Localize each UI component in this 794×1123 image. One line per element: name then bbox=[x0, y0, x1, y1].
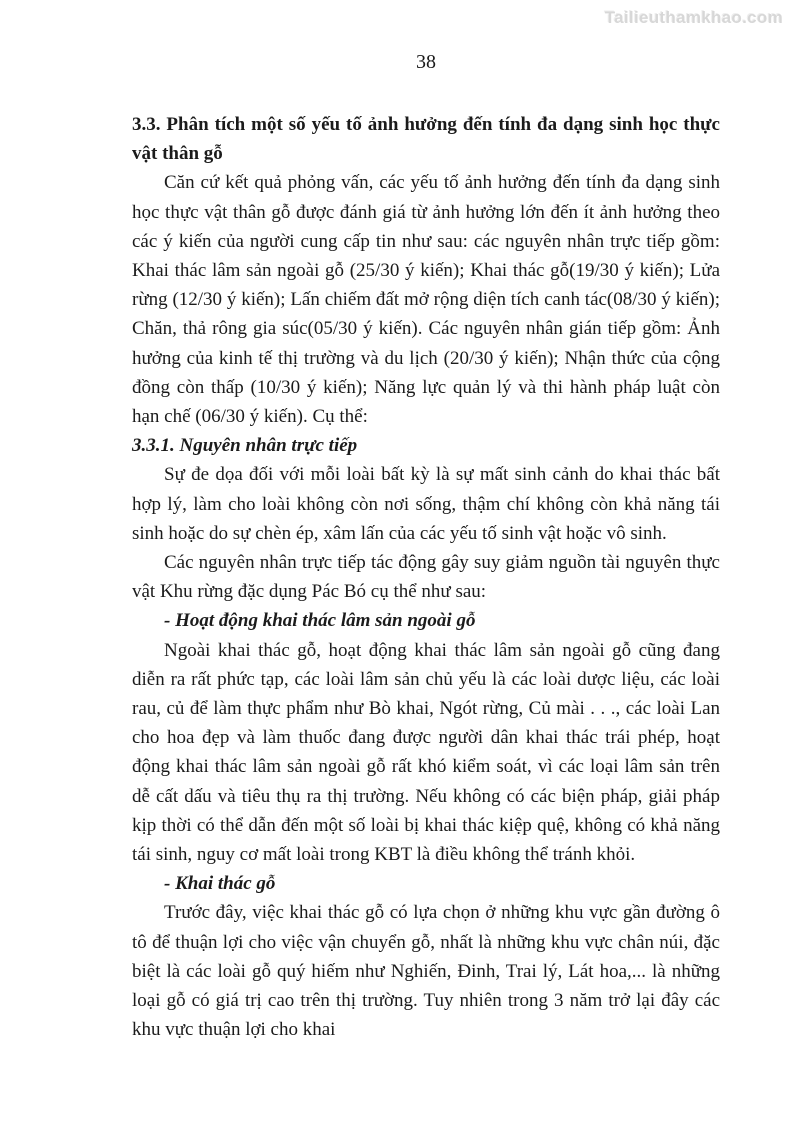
paragraph-direct-causes-intro: Các nguyên nhân trực tiếp tác động gây suy giảm nguồn tài nguyên thực vật Khu rừng đặc dụng Pác Bó cụ thể như sau: bbox=[132, 552, 720, 603]
page-number: 38 bbox=[416, 51, 436, 73]
document-body bbox=[132, 110, 720, 1045]
paragraph-ntfp-exploitation: Ngoài khai thác gỗ, hoạt động khai thác lâm sản ngoài gỗ cũng đang diễn ra rất phức tạp, các loài lâm sản chủ yếu là các loài dược liệu, các loài rau, củ để làm thực phẩm như Bò khai, Ngót rừng, Củ mài . . ., các loài Lan cho hoa đẹp và làm thuốc đang được người dân khai thác trái phép, hoạt động khai thác lâm sản ngoài gỗ rất khó kiểm soát, vì các loại lâm sản trên dễ cất dấu và tiêu thụ ra thị trường. Nếu không có các biện pháp, giải pháp kịp thời có thể dẫn đến một số loài bị khai thác kiệp quệ, không có khả năng tái sinh, nguy cơ mất loài trong KBT là điều không thể tránh khỏi. bbox=[132, 639, 720, 866]
bullet-heading-logging: - Khai thác gỗ bbox=[164, 873, 276, 895]
paragraph-logging: Trước đây, việc khai thác gỗ có lựa chọn ở những khu vực gần đường ô tô để thuận lợi cho việc vận chuyển gỗ, nhất là những khu vực chân núi, đặc biệt là các loài gỗ quý hiếm như Nghiến, Đinh, Trai lý, Lát hoa,... là những loại gỗ có giá trị cao trên thị trường. Tuy nhiên trong 3 năm trở lại đây các khu vực thuận lợi cho khai bbox=[132, 902, 720, 1041]
paragraph-survey-results: Căn cứ kết quả phỏng vấn, các yếu tố ảnh hưởng đến tính đa dạng sinh học thực vật thân gỗ được đánh giá từ ảnh hưởng lớn đến ít ảnh hưởng theo các ý kiến của người cung cấp tin như sau: các nguyên nhân trực tiếp gồm: Khai thác lâm sản ngoài gỗ (25/30 ý kiến); Khai thác gỗ(19/30 ý kiến); Lửa rừng (12/30 ý kiến); Lấn chiếm đất mở rộng diện tích canh tác(08/30 ý kiến); Chăn, thả rông gia súc(05/30 ý kiến). Các nguyên nhân gián tiếp gồm: Ảnh hưởng của kinh tế thị trường và du lịch (20/30 ý kiến); Nhận thức của cộng đồng còn thấp (10/30 ý kiến); Năng lực quản lý và thi hành pháp luật còn hạn chế (06/30 ý kiến). Cụ thể: bbox=[132, 172, 720, 428]
subsection-heading: 3.3.1. Nguyên nhân trực tiếp bbox=[132, 435, 358, 457]
paragraph-threats: Sự đe dọa đối với mỗi loài bất kỳ là sự mất sinh cảnh do khai thác bất hợp lý, làm cho loài không còn nơi sống, thậm chí không còn khả năng tái sinh hoặc do sự chèn ép, xâm lấn của các yếu tố sinh vật hoặc vô sinh. bbox=[132, 464, 720, 544]
bullet-heading-ntfp-exploitation: - Hoạt động khai thác lâm sản ngoài gỗ bbox=[164, 610, 476, 632]
section-heading: 3.3. Phân tích một số yếu tố ảnh hưởng đến tính đa dạng sinh học thực vật thân gỗ bbox=[132, 114, 720, 165]
watermark: Tailieuthamkhao.com bbox=[604, 8, 783, 27]
